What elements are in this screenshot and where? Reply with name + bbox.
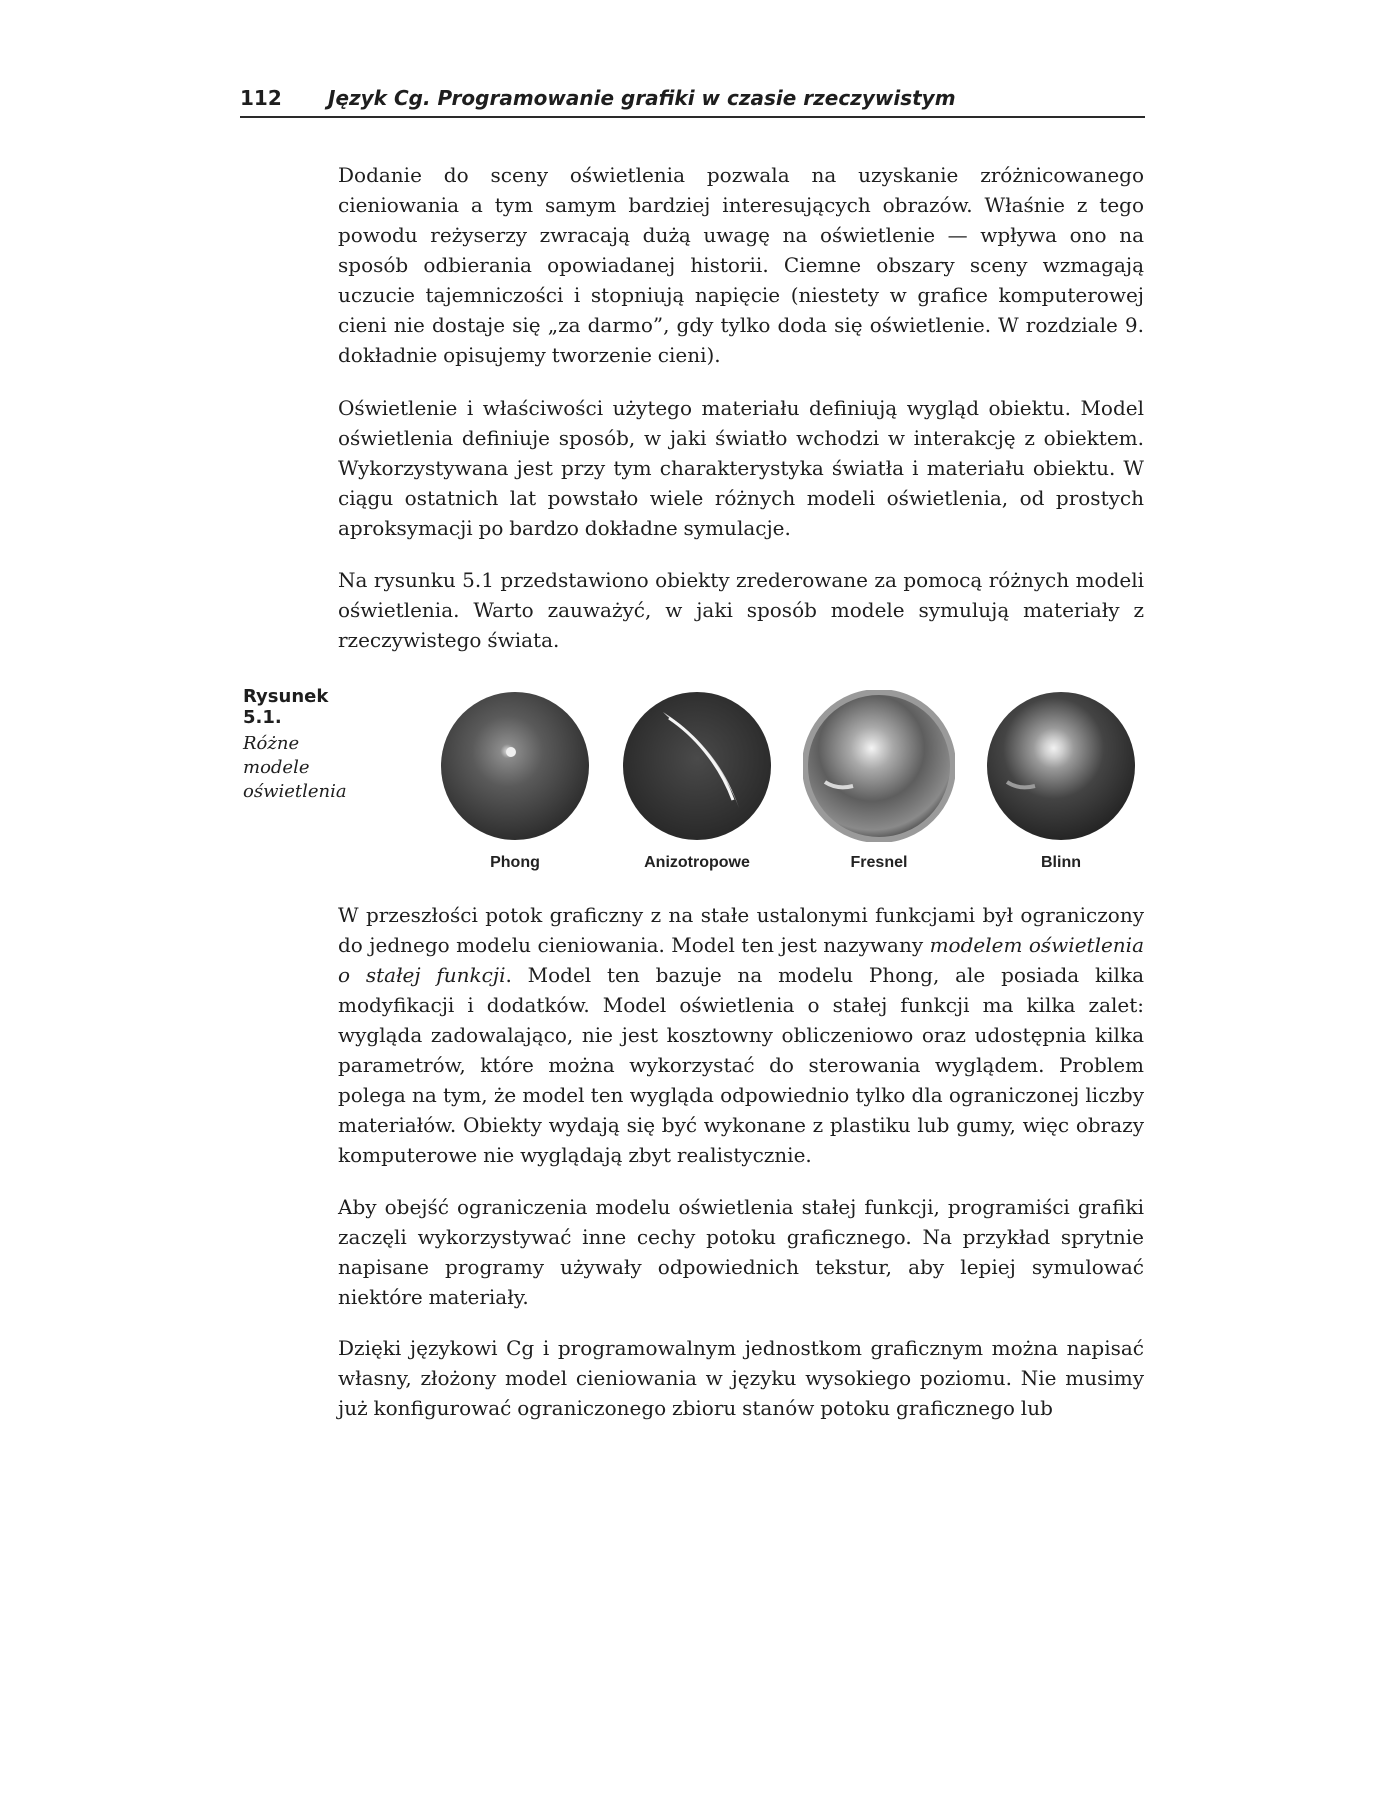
phong-sphere-graphic xyxy=(439,690,591,842)
figure-caption-text: Różne modele oświetlenia xyxy=(243,733,347,802)
sphere-label-fresnel: Fresnel xyxy=(850,854,908,871)
sphere-blinn xyxy=(966,690,1156,872)
anisotropic-sphere-graphic xyxy=(621,690,773,842)
sphere-label-blinn: Blinn xyxy=(1041,854,1081,871)
paragraph-6: Dzięki językowi Cg i programowalnym jednostkom graficznym można napisać własny, złożony model cieniowania w języku wysokiego poziomu. Nie musimy już konfigurować ograniczonego zbioru stanów potoku graficznego lub xyxy=(338,1336,1144,1420)
sphere-anizotropowe xyxy=(602,690,792,872)
sphere-label-anizotropowe: Anizotropowe xyxy=(644,854,750,871)
book-title: Język Cg. Programowanie grafiki w czasie rzeczywistym xyxy=(328,86,956,110)
sphere-fresnel xyxy=(784,690,974,872)
page-number: 112 xyxy=(240,86,282,110)
paragraph-1: Dodanie do sceny oświetlenia pozwala na uzyskanie zróżnicowanego cieniowania a tym samym bardziej interesujących obrazów. Właśnie z tego powodu reżyserzy zwracają dużą uwagę na oświetlenie — wpływa ono na sposób odbierania opowiadanej historii. Ciemne obszary sceny wzmagają uczucie tajemniczości i stopniują napięcie (niestety w grafice komputerowej cieni nie dostaje się „za darmo”, gdy tylko doda się oświetlenie. W rozdziale 9. dokładnie opisujemy tworzenie cieni). xyxy=(338,163,1144,367)
sphere-phong xyxy=(420,690,610,872)
sphere-label-phong: Phong xyxy=(490,854,540,871)
paragraph-4-emphasis: modelem oświetlenia o stałej funkcji xyxy=(338,933,1145,987)
paragraph-5: Aby obejść ograniczenia modelu oświetlenia stałej funkcji, programiści grafiki zaczęli wykorzystywać inne cechy potoku graficznego. Na przykład sprytnie napisane programy używały odpowiednich tekstur, aby lepiej symulować niektóre materiały. xyxy=(338,1195,1144,1309)
running-header xyxy=(240,86,1145,118)
paragraph-4-start: W przeszłości potok graficzny z na stałe ustalonymi funkcjami był ograniczony do jednego modelu cieniowania. Model ten jest nazywany xyxy=(338,903,1144,957)
paragraph-3: Na rysunku 5.1 przedstawiono obiekty zrederowane za pomocą różnych modeli oświetlenia. Warto zauważyć, w jaki sposób modele symulują materiały z rzeczywistego świata. xyxy=(338,568,1144,652)
paragraph-4 xyxy=(338,900,1144,1170)
lighting-models-figure xyxy=(420,690,1140,870)
fresnel-sphere-graphic xyxy=(803,690,955,842)
paragraph-4-end: . Model ten bazuje na modelu Phong, ale posiada kilka modyfikacji i dodatków. Model oświetlenia o stałej funkcji ma kilka zalet: wygląda zadowalająco, nie jest kosztowny obliczeniowo oraz udostępnia kilka parametrów, które można wykorzystać do sterowania wyglądem. Problem polega na tym, że model ten wygląda odpowiednio tylko dla ograniczonej liczby materiałów. Obiekty wydają się być wykonane z plastiku lub gumy, więc obrazy komputerowe nie wyglądają zbyt realistycznie. xyxy=(338,963,1144,1167)
figure-number: Rysunek 5.1. xyxy=(243,686,329,728)
blinn-sphere-graphic xyxy=(985,690,1137,842)
paragraph-2: Oświetlenie i właściwości użytego materiału definiują wygląd obiektu. Model oświetlenia definiuje sposób, w jaki światło wchodzi w interakcję z obiektem. Wykorzystywana jest przy tym charakterystyka światła i materiału obiektu. W ciągu ostatnich lat powstało wiele różnych modeli oświetlenia, od prostych aproksymacji po bardzo dokładne symulacje. xyxy=(338,396,1144,540)
figure-caption xyxy=(243,686,363,804)
